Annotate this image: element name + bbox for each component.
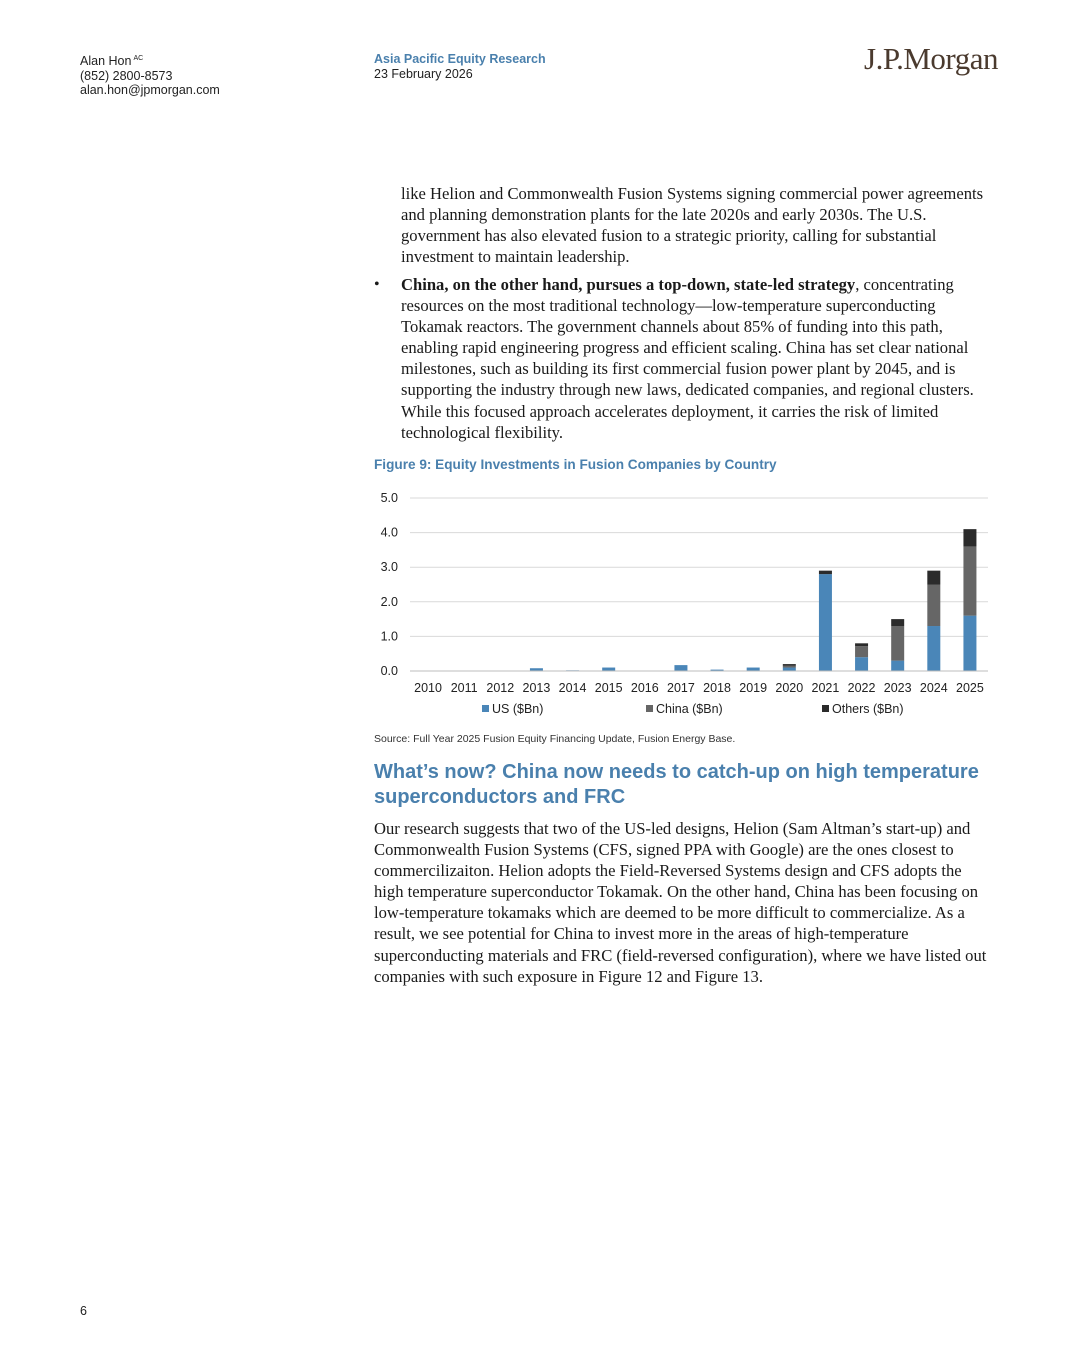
bar-us-2020 — [783, 668, 796, 671]
x-tick-label: 2024 — [919, 681, 948, 695]
x-tick-label: 2012 — [486, 681, 515, 695]
bar-us-2024 — [927, 626, 940, 671]
author-email[interactable]: alan.hon@jpmorgan.com — [80, 83, 220, 97]
figure-source: Source: Full Year 2025 Fusion Equity Financing Update, Fusion Energy Base. — [374, 733, 736, 745]
x-tick-label: 2018 — [703, 681, 731, 695]
legend-label: Others ($Bn) — [832, 702, 904, 716]
section-body: Our research suggests that two of the US-led designs, Helion (Sam Altman’s start-up) and Commonwealth Fusion Systems (CFS, signed PPA with Google) are the ones closest to commercilizaiton. Helion adopts the Field-Reversed Systems design and CFS adopts the high temperature superconductor Tokamak. On the other hand, China has been focusing on low-temperature tokamaks which are deemed to be more difficult to commercialize. As a result, we see potential for China to invest more in the areas of high-temperature superconducting materials and FRC (field-reversed configuration), where we have listed out companies with such exposure in Figure 12 and Figure 13. — [374, 819, 987, 986]
y-tick-label: 1.0 — [380, 629, 398, 644]
bar-us-2015 — [602, 668, 615, 671]
bar-us-2017 — [674, 665, 687, 671]
y-tick-label: 3.0 — [380, 560, 398, 575]
bullet-lead: China, on the other hand, pursues a top-down, state-led strategy — [401, 275, 856, 294]
bar-others-2024 — [927, 571, 940, 585]
legend-label: China ($Bn) — [656, 702, 723, 716]
bar-others-2025 — [963, 529, 976, 546]
author-phone: (852) 2800-8573 — [80, 68, 173, 83]
x-tick-label: 2010 — [414, 681, 442, 695]
author-block — [80, 52, 220, 98]
x-tick-label: 2011 — [450, 681, 478, 695]
bar-us-2022 — [855, 657, 868, 671]
bar-china-2025 — [963, 546, 976, 615]
bar-us-2019 — [747, 668, 760, 671]
author-cert: AC — [133, 55, 144, 62]
bar-us-2023 — [891, 661, 904, 671]
bar-others-2020 — [783, 664, 796, 666]
x-tick-label: 2017 — [667, 681, 695, 695]
y-tick-label: 4.0 — [380, 525, 398, 540]
legend-swatch — [646, 705, 653, 712]
bar-china-2024 — [927, 585, 940, 627]
chart-svg — [374, 485, 994, 725]
x-tick-label: 2023 — [883, 681, 912, 695]
page-number: 6 — [80, 1304, 87, 1318]
bullet-text: , concentrating resources on the most traditional technology—low-temperature superconducting Tokamak reactors. The government channels about 85% of funding into this path, enabling rapid engineering progress and efficient scaling. China has set clear national milestones, such as building its first commercial fusion power plant by 2045, and is supporting the industry through new laws, dedicated companies, and regional clusters. While this focused approach accelerates deployment, it carries the risk of limited technological flexibility. — [401, 275, 974, 442]
bar-us-2021 — [819, 574, 832, 671]
jpmorgan-logo: J.P.Morgan — [864, 41, 998, 76]
x-tick-label: 2016 — [630, 681, 659, 695]
legend-label: US ($Bn) — [492, 702, 544, 716]
equity-investment-chart — [374, 485, 994, 725]
bar-others-2021 — [819, 571, 832, 574]
bar-others-2022 — [855, 643, 868, 646]
x-tick-label: 2025 — [956, 681, 984, 695]
legend-swatch — [822, 705, 829, 712]
figure-title: Figure 9: Equity Investments in Fusion Companies by Country — [374, 457, 777, 472]
y-tick-label: 5.0 — [380, 491, 398, 505]
x-tick-label: 2021 — [811, 681, 840, 695]
bar-china-2020 — [783, 666, 796, 668]
x-tick-label: 2015 — [594, 681, 623, 695]
x-tick-label: 2014 — [558, 681, 587, 695]
bar-china-2022 — [855, 646, 868, 657]
section-heading: What’s now? China now needs to catch-up on high temperature superconductors and FRC — [374, 761, 979, 808]
x-tick-label: 2019 — [739, 681, 768, 695]
bullet-china-strategy — [401, 274, 996, 443]
y-tick-label: 2.0 — [380, 594, 398, 609]
continued-paragraph: like Helion and Commonwealth Fusion Systems signing commercial power agreements and planning demonstration plants for the late 2020s and early 2030s. The U.S. government has also elevated fusion to a strategic priority, calling for substantial investment to maintain leadership. — [401, 184, 984, 267]
x-tick-label: 2022 — [847, 681, 876, 695]
bullet-icon: • — [374, 276, 380, 293]
report-date: 23 February 2026 — [374, 66, 473, 81]
bar-others-2023 — [891, 619, 904, 626]
bar-china-2023 — [891, 626, 904, 661]
x-tick-label: 2020 — [775, 681, 804, 695]
legend-swatch — [482, 705, 489, 712]
bar-us-2025 — [963, 616, 976, 671]
report-meta — [374, 52, 546, 81]
x-tick-label: 2013 — [522, 681, 551, 695]
author-name: Alan Hon — [80, 54, 132, 68]
report-series: Asia Pacific Equity Research — [374, 52, 546, 66]
y-tick-label: 0.0 — [380, 664, 398, 678]
